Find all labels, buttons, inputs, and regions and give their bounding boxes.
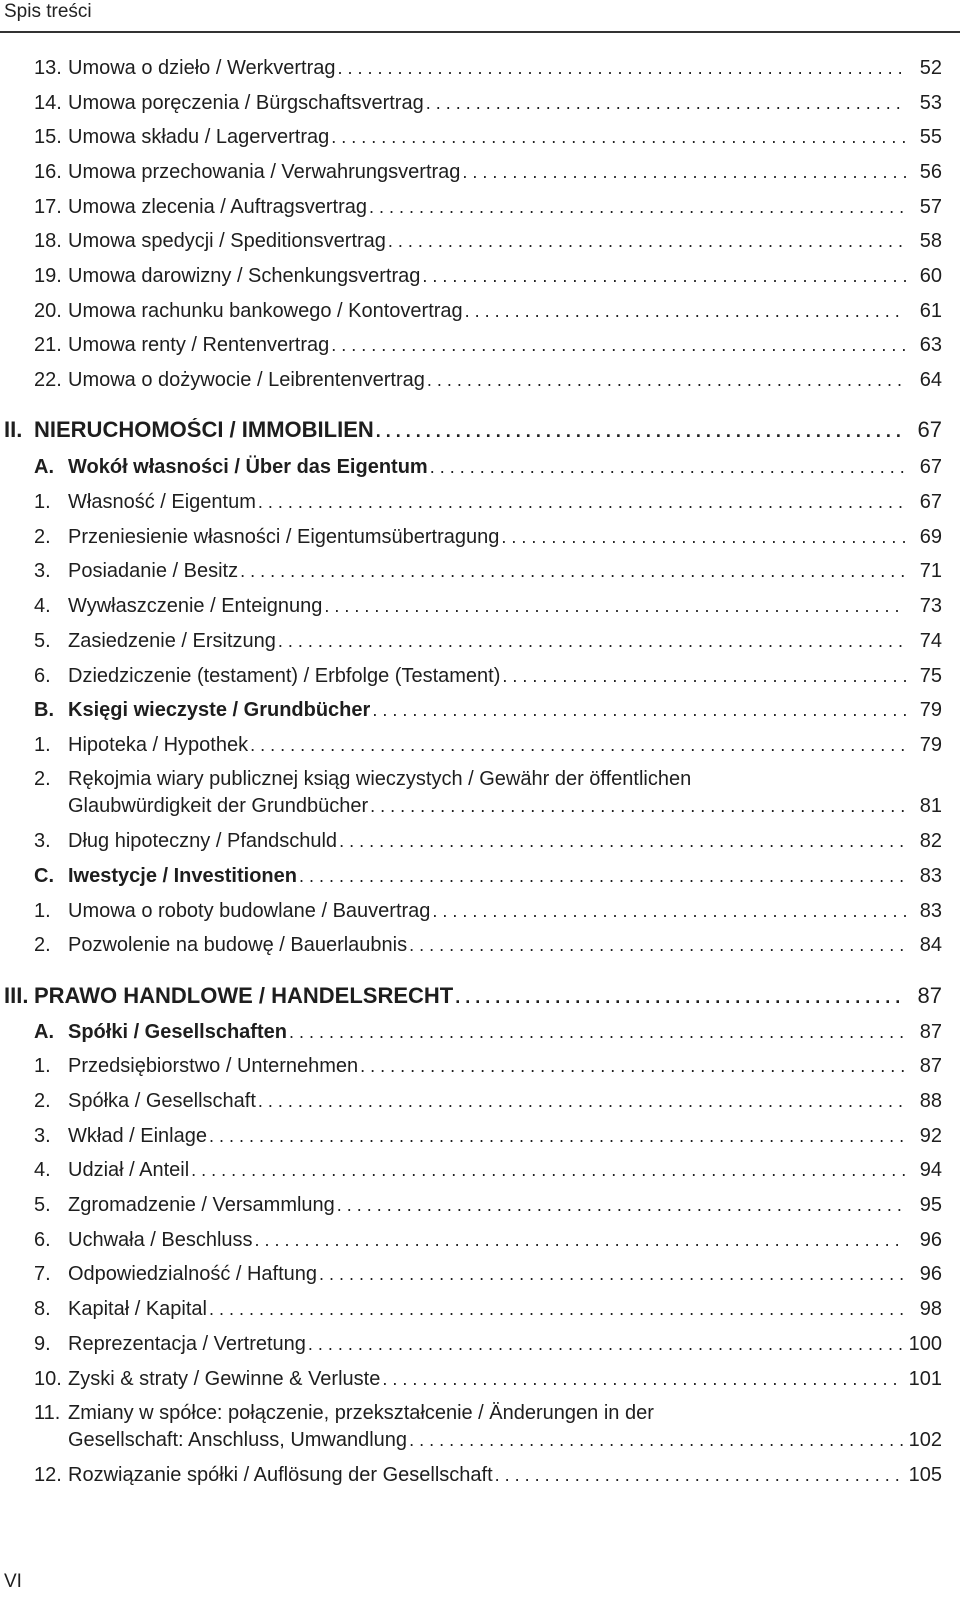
entry-page: 73 — [919, 595, 942, 617]
toc-entry[interactable] — [34, 1158, 942, 1182]
entry-page: 61 — [919, 300, 942, 322]
entry-number: 17. — [34, 196, 62, 218]
dot-leader — [382, 1367, 902, 1391]
entry-number: 2. — [34, 934, 51, 956]
entry-title-continuation: Glaubwürdigkeit der Grundbücher — [68, 795, 369, 817]
entry-number: 2. — [34, 1090, 51, 1112]
entry-title: Pozwolenie na budowę / Bauerlaubnis — [68, 934, 408, 956]
entry-number: 3. — [34, 1125, 51, 1147]
entry-title: Umowa o roboty budowlane / Bauvertrag — [68, 900, 431, 922]
toc-entry[interactable] — [34, 1089, 942, 1113]
section-title: NIERUCHOMOŚCI / IMMOBILIEN — [34, 418, 374, 442]
dot-leader — [369, 195, 906, 219]
toc-entry[interactable] — [34, 490, 942, 514]
entry-number: 8. — [34, 1298, 51, 1320]
toc-entry-multiline[interactable] — [34, 1401, 942, 1452]
subsection-title: Spółki / Gesellschaften — [68, 1021, 287, 1043]
dot-leader — [299, 864, 906, 888]
dot-leader — [409, 933, 906, 957]
toc-entry[interactable] — [34, 56, 942, 80]
entry-title: Umowa składu / Lagervertrag — [68, 126, 330, 148]
toc-entry[interactable] — [34, 733, 942, 757]
toc-entry[interactable] — [34, 368, 942, 392]
entry-number: 3. — [34, 830, 51, 852]
toc-entry[interactable] — [34, 264, 942, 288]
entry-number: 1. — [34, 900, 51, 922]
entry-title: Umowa przechowania / Verwahrungsvertrag — [68, 161, 461, 183]
dot-leader — [388, 229, 906, 253]
subsection-title: Księgi wieczyste / Grundbücher — [68, 699, 371, 721]
toc-entry[interactable] — [34, 1297, 942, 1321]
entry-page: 69 — [919, 526, 942, 548]
entry-page: 63 — [919, 334, 942, 356]
entry-number: 4. — [34, 595, 51, 617]
entry-number: 2. — [34, 768, 51, 790]
toc-subsection-heading[interactable] — [34, 455, 942, 479]
dot-leader — [462, 160, 906, 184]
entry-number: 1. — [34, 1055, 51, 1077]
entry-number: 9. — [34, 1333, 51, 1355]
entry-page: 53 — [919, 92, 942, 114]
dot-leader — [465, 299, 906, 323]
dot-leader — [324, 594, 906, 618]
dot-leader — [339, 829, 906, 853]
entry-page: 56 — [919, 161, 942, 183]
subsection-title: Wokół własności / Über das Eigentum — [68, 456, 428, 478]
entry-number: 22. — [34, 369, 62, 391]
entry-page: 84 — [919, 934, 942, 956]
dot-leader — [360, 1054, 906, 1078]
entry-title: Wywłaszczenie / Enteignung — [68, 595, 323, 617]
entry-number: 5. — [34, 1194, 51, 1216]
toc-entry[interactable] — [34, 1262, 942, 1286]
toc-entry[interactable] — [34, 1228, 942, 1252]
entry-page: 75 — [919, 665, 942, 687]
toc-subsection-heading[interactable] — [34, 864, 942, 888]
entry-page: 60 — [919, 265, 942, 287]
dot-leader — [430, 455, 906, 479]
entry-page: 79 — [919, 734, 942, 756]
entry-number: 10. — [34, 1368, 62, 1390]
entry-title: Uchwała / Beschluss — [68, 1229, 253, 1251]
entry-title: Spółka / Gesellschaft — [68, 1090, 256, 1112]
entry-page: 67 — [919, 491, 942, 513]
dot-leader — [376, 419, 906, 443]
dot-leader — [278, 629, 906, 653]
entry-title: Udział / Anteil — [68, 1159, 190, 1181]
entry-number: 6. — [34, 1229, 51, 1251]
entry-page: 87 — [917, 983, 942, 1008]
toc-entry[interactable] — [34, 525, 942, 549]
subsection-letter: A. — [34, 1021, 54, 1043]
entry-page: 81 — [919, 795, 942, 817]
entry-page: 55 — [919, 126, 942, 148]
entry-number: 19. — [34, 265, 62, 287]
header-divider — [0, 31, 960, 33]
entry-title: Reprezentacja / Vertretung — [68, 1333, 306, 1355]
toc-entry[interactable] — [34, 160, 942, 184]
entry-number: 11. — [34, 1402, 61, 1424]
toc-entry[interactable] — [34, 1463, 942, 1487]
toc-entry[interactable] — [34, 594, 942, 618]
toc-entry[interactable] — [34, 1367, 942, 1391]
dot-leader — [432, 899, 906, 923]
entry-number: 1. — [34, 734, 51, 756]
dot-leader — [250, 733, 906, 757]
entry-title: Rozwiązanie spółki / Auflösung der Gesellschaft — [68, 1464, 493, 1486]
entry-number: 12. — [34, 1464, 62, 1486]
entry-number: 1. — [34, 491, 51, 513]
entry-title: Umowa darowizny / Schenkungsvertrag — [68, 265, 421, 287]
dot-leader — [289, 1020, 906, 1044]
toc-subsection-heading[interactable] — [34, 1020, 942, 1044]
entry-number: 14. — [34, 92, 62, 114]
toc-section-heading[interactable] — [4, 984, 942, 1008]
entry-number: 3. — [34, 560, 51, 582]
dot-leader — [409, 1428, 903, 1452]
entry-number: 5. — [34, 630, 51, 652]
entry-page: 88 — [919, 1090, 942, 1112]
dot-leader — [495, 1463, 903, 1487]
entry-page: 94 — [919, 1159, 942, 1181]
entry-number: 16. — [34, 161, 62, 183]
entry-page: 82 — [919, 830, 942, 852]
section-number: III. — [4, 983, 29, 1008]
entry-title: Zgromadzenie / Versammlung — [68, 1194, 335, 1216]
entry-title: Dziedziczenie (testament) / Erbfolge (Testament) — [68, 665, 501, 687]
entry-page: 67 — [919, 456, 942, 478]
entry-page: 87 — [919, 1021, 942, 1043]
entry-title: Zyski & straty / Gewinne & Verluste — [68, 1368, 381, 1390]
entry-title: Kapitał / Kapital — [68, 1298, 207, 1320]
toc-section-heading[interactable] — [4, 418, 942, 442]
entry-title: Przedsiębiorstwo / Unternehmen — [68, 1055, 359, 1077]
toc-entry[interactable] — [34, 1124, 942, 1148]
entry-title: Wkład / Einlage — [68, 1125, 207, 1147]
entry-title: Umowa renty / Rentenvertrag — [68, 334, 330, 356]
entry-title: Zasiedzenie / Ersitzung — [68, 630, 276, 652]
toc-entry[interactable] — [34, 933, 942, 957]
entry-title: Umowa spedycji / Speditionsvertrag — [68, 230, 386, 252]
subsection-letter: C. — [34, 865, 54, 887]
entry-page: 96 — [919, 1229, 942, 1251]
toc-entry[interactable] — [34, 299, 942, 323]
dot-leader — [240, 559, 906, 583]
dot-leader — [372, 698, 906, 722]
section-title: PRAWO HANDLOWE / HANDELSRECHT — [34, 984, 454, 1008]
entry-number: 4. — [34, 1159, 51, 1181]
dot-leader — [308, 1332, 903, 1356]
toc-entry[interactable] — [34, 1054, 942, 1078]
dot-leader — [209, 1297, 906, 1321]
entry-title: Zmiany w spółce: połączenie, przekształcenie / Änderungen in der — [68, 1402, 654, 1424]
subsection-letter: A. — [34, 456, 54, 478]
entry-title: Przeniesienie własności / Eigentumsübertragung — [68, 526, 500, 548]
toc-entry[interactable] — [34, 829, 942, 853]
entry-page: 52 — [919, 57, 942, 79]
entry-number: 18. — [34, 230, 62, 252]
entry-title: Umowa o dożywocie / Leibrentenvertrag — [68, 369, 425, 391]
entry-title: Odpowiedzialność / Haftung — [68, 1263, 318, 1285]
toc-entry[interactable] — [34, 629, 942, 653]
toc-entry[interactable] — [34, 229, 942, 253]
dot-leader — [426, 91, 906, 115]
entry-page: 74 — [919, 630, 942, 652]
dot-leader — [331, 333, 906, 357]
toc-entry[interactable] — [34, 333, 942, 357]
entry-number: 6. — [34, 665, 51, 687]
subsection-letter: B. — [34, 699, 54, 721]
entry-title: Umowa zlecenia / Auftragsvertrag — [68, 196, 368, 218]
subsection-title: Iwestycje / Investitionen — [68, 865, 297, 887]
entry-number: 15. — [34, 126, 62, 148]
toc-entry[interactable] — [34, 1193, 942, 1217]
entry-title: Dług hipoteczny / Pfandschuld — [68, 830, 338, 852]
entry-page: 57 — [919, 196, 942, 218]
entry-title: Umowa poręczenia / Bürgschaftsvertrag — [68, 92, 424, 114]
entry-page: 67 — [917, 417, 942, 442]
entry-page: 87 — [919, 1055, 942, 1077]
toc-entry-multiline[interactable] — [34, 767, 942, 818]
entry-page: 79 — [919, 699, 942, 721]
dot-leader — [255, 1228, 906, 1252]
dot-leader — [427, 368, 906, 392]
entry-page: 64 — [919, 369, 942, 391]
entry-number: 7. — [34, 1263, 51, 1285]
dot-leader — [455, 985, 906, 1009]
section-number: II. — [4, 417, 23, 442]
toc-entry[interactable] — [34, 664, 942, 688]
entry-title: Posiadanie / Besitz — [68, 560, 239, 582]
entry-page: 98 — [919, 1298, 942, 1320]
entry-number: 2. — [34, 526, 51, 548]
toc-entry[interactable] — [34, 899, 942, 923]
entry-page: 101 — [908, 1368, 942, 1390]
entry-title: Umowa rachunku bankowego / Kontovertrag — [68, 300, 463, 322]
dot-leader — [422, 264, 906, 288]
entry-title: Własność / Eigentum — [68, 491, 256, 513]
dot-leader — [370, 794, 906, 818]
toc-entry[interactable] — [34, 1332, 942, 1356]
entry-page: 92 — [919, 1125, 942, 1147]
page-header-title: Spis treści — [4, 1, 92, 22]
dot-leader — [501, 525, 906, 549]
toc-entry[interactable] — [34, 125, 942, 149]
dot-leader — [191, 1158, 906, 1182]
dot-leader — [209, 1124, 906, 1148]
entry-page: 58 — [919, 230, 942, 252]
dot-leader — [337, 1193, 906, 1217]
dot-leader — [319, 1262, 906, 1286]
entry-page: 71 — [919, 560, 942, 582]
entry-title: Umowa o dzieło / Werkvertrag — [68, 57, 336, 79]
entry-page: 95 — [919, 1194, 942, 1216]
toc-entry[interactable] — [34, 559, 942, 583]
entry-page: 83 — [919, 900, 942, 922]
entry-title-continuation: Gesellschaft: Anschluss, Umwandlung — [68, 1429, 408, 1451]
entry-page: 102 — [908, 1429, 942, 1451]
entry-page: 96 — [919, 1263, 942, 1285]
dot-leader — [258, 490, 906, 514]
toc-entry[interactable] — [34, 195, 942, 219]
toc-entry[interactable] — [34, 91, 942, 115]
dot-leader — [258, 1089, 906, 1113]
entry-page: 83 — [919, 865, 942, 887]
entry-title: Hipoteka / Hypothek — [68, 734, 249, 756]
page-number-footer: VI — [4, 1571, 22, 1592]
entry-number: 21. — [34, 334, 62, 356]
entry-number: 13. — [34, 57, 62, 79]
entry-page: 100 — [908, 1333, 942, 1355]
entry-page: 105 — [908, 1464, 942, 1486]
dot-leader — [331, 125, 906, 149]
dot-leader — [502, 664, 906, 688]
dot-leader — [338, 56, 907, 80]
entry-number: 20. — [34, 300, 62, 322]
toc-subsection-heading[interactable] — [34, 698, 942, 722]
entry-title: Rękojmia wiary publicznej ksiąg wieczystych / Gewähr der öffentlichen — [68, 768, 692, 790]
